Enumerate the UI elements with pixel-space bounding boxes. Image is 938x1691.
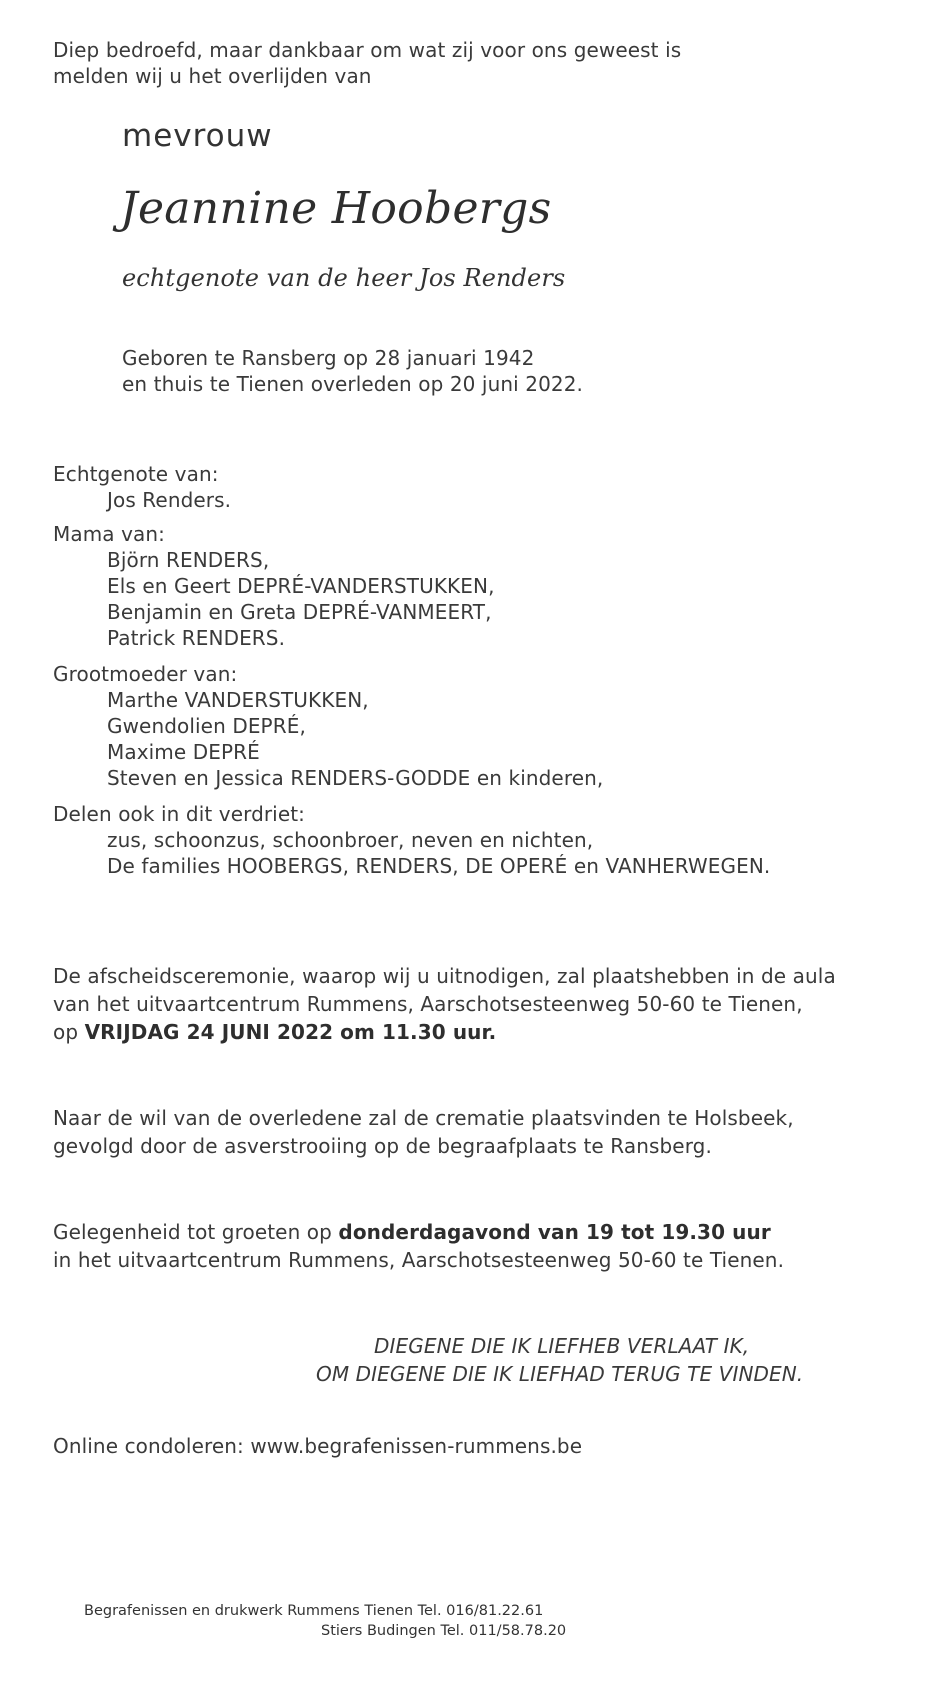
grandchild-item: Gwendolien DEPRÉ, <box>107 714 306 738</box>
children-label: Mama van: <box>53 522 166 546</box>
visitation-time: donderdagavond van 19 tot 19.30 uur <box>338 1220 771 1244</box>
grandchildren-label: Grootmoeder van: <box>53 662 238 686</box>
intro-line-2: melden wij u het overlijden van <box>53 64 372 88</box>
ceremony-line-1: De afscheidsceremonie, waarop wij u uitnodigen, zal plaatshebben in de aula <box>53 964 836 988</box>
died-line: en thuis te Tienen overleden op 20 juni 2022. <box>122 372 584 396</box>
ceremony-line-2: van het uitvaartcentrum Rummens, Aarschotsesteenweg 50-60 te Tienen, <box>53 992 803 1016</box>
deceased-spouse-line: echtgenote van de heer Jos Renders <box>122 264 566 292</box>
online-condolence: Online condoleren: www.begrafenissen-rummens.be <box>53 1434 583 1458</box>
child-item: Patrick RENDERS. <box>107 626 286 650</box>
ceremony-date: VRIJDAG 24 JUNI 2022 om 11.30 uur. <box>84 1020 497 1044</box>
deceased-title: mevrouw <box>122 118 273 154</box>
child-item: Björn RENDERS, <box>107 548 270 572</box>
spouse-name: Jos Renders. <box>107 488 232 512</box>
footer-line-1: Begrafenissen en drukwerk Rummens Tienen Tel. 016/81.22.61 <box>84 1603 544 1619</box>
cremation-line-1: Naar de wil van de overledene zal de crematie plaatsvinden te Holsbeek, <box>53 1106 794 1130</box>
intro-line-1: Diep bedroefd, maar dankbaar om wat zij voor ons geweest is <box>53 38 682 62</box>
others-label: Delen ook in dit verdriet: <box>53 802 306 826</box>
visitation-line-1 <box>53 1218 771 1246</box>
born-line: Geboren te Ransberg op 28 januari 1942 <box>122 346 535 370</box>
grandchild-item: Steven en Jessica RENDERS-GODDE en kinderen, <box>107 766 604 790</box>
ceremony-date-prefix: op <box>53 1020 85 1044</box>
motto-line-2: OM DIEGENE DIE IK LIEFHAD TERUG TE VINDEN. <box>316 1362 804 1386</box>
grandchild-item: Marthe VANDERSTUKKEN, <box>107 688 369 712</box>
others-item: zus, schoonzus, schoonbroer, neven en nichten, <box>107 828 594 852</box>
cremation-line-2: gevolgd door de asverstrooiing op de begraafplaats te Ransberg. <box>53 1134 712 1158</box>
grandchild-item: Maxime DEPRÉ <box>107 740 260 764</box>
child-item: Els en Geert DEPRÉ-VANDERSTUKKEN, <box>107 574 495 598</box>
child-item: Benjamin en Greta DEPRÉ-VANMEERT, <box>107 600 492 624</box>
motto-line-1: DIEGENE DIE IK LIEFHEB VERLAAT IK, <box>374 1334 750 1358</box>
others-item: De families HOOBERGS, RENDERS, DE OPERÉ en VANHERWEGEN. <box>107 854 771 878</box>
visitation-line-2: in het uitvaartcentrum Rummens, Aarschotsesteenweg 50-60 te Tienen. <box>53 1248 785 1272</box>
footer-line-2: Stiers Budingen Tel. 011/58.78.20 <box>321 1623 567 1639</box>
ceremony-line-3 <box>53 1018 496 1046</box>
deceased-name: Jeannine Hoobergs <box>120 183 552 234</box>
spouse-label: Echtgenote van: <box>53 462 219 486</box>
visitation-prefix: Gelegenheid tot groeten op <box>53 1220 339 1244</box>
